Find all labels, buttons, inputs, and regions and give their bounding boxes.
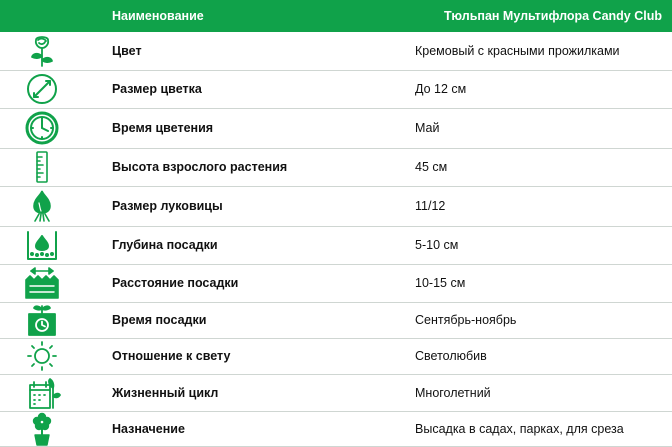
- sun-icon: [22, 339, 92, 373]
- rose-icon: [22, 34, 92, 68]
- table-row: [0, 186, 672, 226]
- bulb-icon: [22, 189, 92, 223]
- row-value: Высадка в садах, парках, для среза: [405, 411, 672, 446]
- row-value: 11/12: [405, 186, 672, 226]
- row-name: Высота взрослого растения: [92, 148, 405, 186]
- header-row: [0, 0, 672, 32]
- row-value: 45 см: [405, 148, 672, 186]
- row-value: 5-10 см: [405, 226, 672, 264]
- row-name: Размер цветка: [92, 70, 405, 108]
- row-name: Глубина посадки: [92, 226, 405, 264]
- planting-time-icon: [22, 303, 92, 337]
- row-name: Цвет: [92, 32, 405, 70]
- row-name: Размер луковицы: [92, 186, 405, 226]
- clock-icon: [22, 111, 92, 145]
- planting-distance-icon: [22, 266, 92, 300]
- header-value: Тюльпан Мультифлора Candy Club: [443, 9, 662, 23]
- ruler-icon: [22, 150, 92, 184]
- row-name: Назначение: [92, 411, 405, 446]
- table-row: [0, 32, 672, 70]
- row-name: Время цветения: [92, 108, 405, 148]
- row-name: Расстояние посадки: [92, 264, 405, 302]
- header-name: Наименование: [112, 9, 204, 23]
- row-value: Май: [405, 108, 672, 148]
- table-row: [0, 148, 672, 186]
- row-value: Многолетний: [405, 374, 672, 411]
- table-row: [0, 338, 672, 374]
- header-icon-cell: [0, 0, 92, 32]
- row-name: Отношение к свету: [92, 338, 405, 374]
- row-value: Сентябрь-ноябрь: [405, 302, 672, 338]
- row-value: До 12 см: [405, 70, 672, 108]
- life-cycle-icon: [22, 376, 92, 410]
- planting-depth-icon: [22, 228, 92, 262]
- row-value: Кремовый с красными прожилками: [405, 32, 672, 70]
- table-row: [0, 70, 672, 108]
- table-row: [0, 374, 672, 411]
- potted-flower-icon: [22, 412, 92, 446]
- row-value: Светолюбив: [405, 338, 672, 374]
- table-row: [0, 302, 672, 338]
- table-row: [0, 411, 672, 446]
- table-row: [0, 108, 672, 148]
- row-value: 10-15 см: [405, 264, 672, 302]
- table-row: [0, 264, 672, 302]
- table-row: [0, 226, 672, 264]
- row-name: Жизненный цикл: [92, 374, 405, 411]
- flower-size-icon: [22, 72, 92, 106]
- row-name: Время посадки: [92, 302, 405, 338]
